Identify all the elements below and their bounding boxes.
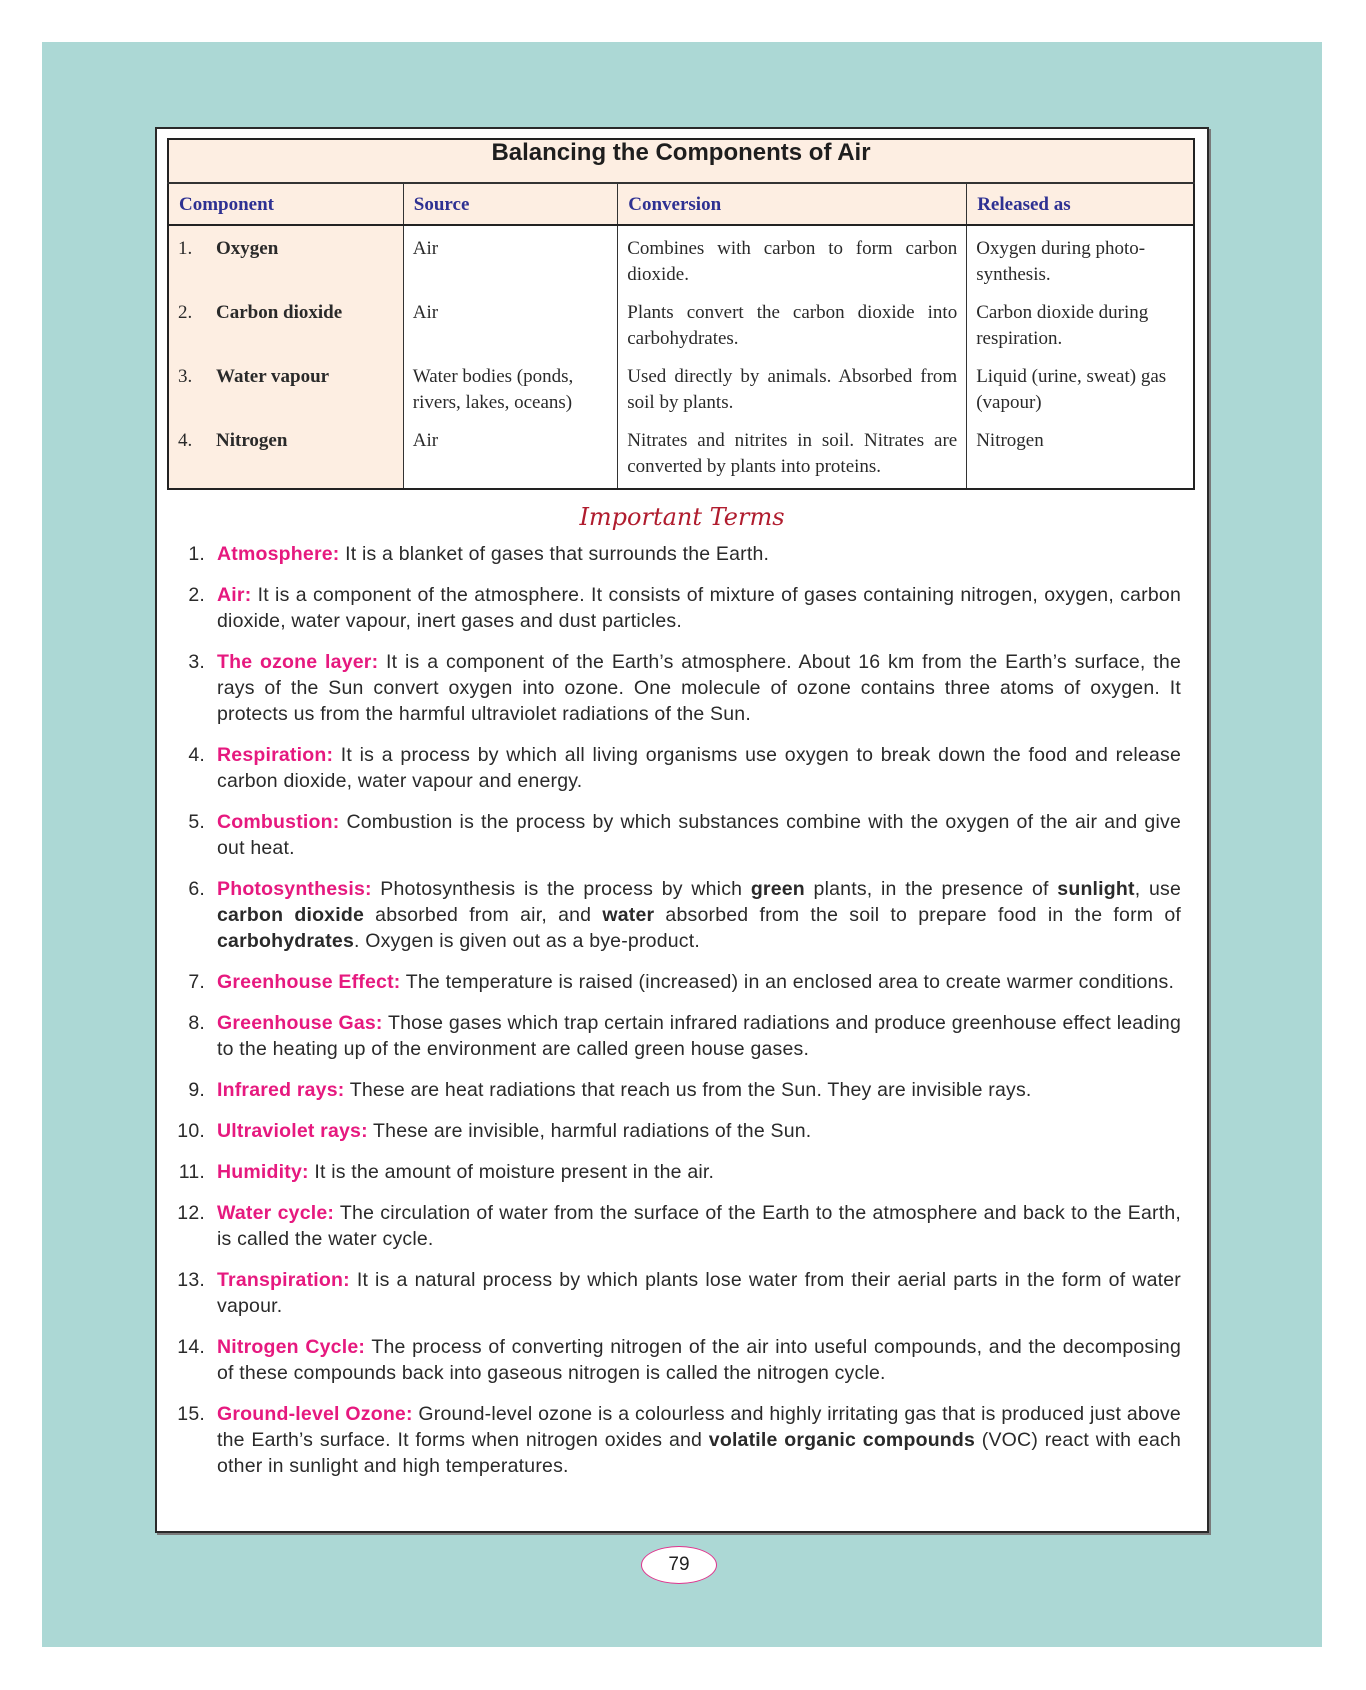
term-definition: It is a natural process by which plants lose water from their aerial parts in the form of water vapour. [217, 1269, 1181, 1317]
component-name: Water vapour [216, 366, 330, 387]
term-definition: Ground-level ozone is a colourless and highly irritating gas that is produced just above the Earth’s surface. It forms when nitrogen oxides and [217, 1403, 1181, 1451]
term-name: Transpiration: [217, 1269, 350, 1291]
table-row [168, 358, 1194, 422]
cell-source: Air [403, 225, 617, 294]
term-item [171, 742, 1181, 794]
cell-conversion: Combines with carbon to form carbon dioxide. [618, 225, 967, 294]
term-emphasis: carbohydrates [217, 930, 354, 952]
term-item [171, 649, 1181, 727]
cell-component [168, 422, 403, 489]
term-name: Humidity: [217, 1161, 309, 1183]
term-definition: , use [1134, 878, 1181, 900]
component-name: Carbon dioxide [216, 302, 343, 323]
table-title: Balancing the Components of Air [168, 139, 1194, 183]
term-item [171, 809, 1181, 861]
header-conversion: Conversion [618, 183, 967, 225]
term-number: 7. [188, 971, 205, 993]
term-definition: These are invisible, harmful radiations of the Sun. [367, 1120, 812, 1142]
cell-component [168, 294, 403, 358]
term-number: 12. [177, 1202, 205, 1224]
term-name: Combustion: [217, 811, 340, 833]
term-number: 13. [177, 1269, 205, 1291]
components-of-air-table [167, 138, 1195, 490]
term-item [171, 969, 1181, 995]
important-terms-heading: Important Terms [579, 503, 785, 531]
term-name: Atmosphere: [217, 543, 340, 565]
term-number: 6. [188, 878, 205, 900]
cell-source: Water bodies (ponds, rivers, lakes, oceans) [403, 358, 617, 422]
term-definition: plants, in the presence of [804, 878, 1058, 900]
term-emphasis: green [750, 878, 805, 900]
term-definition: Photosynthesis is the process by which [371, 878, 751, 900]
table-header-row [168, 183, 1194, 225]
term-item [171, 1077, 1181, 1103]
term-definition: absorbed from air, and [364, 904, 603, 926]
term-definition: It is a process by which all living organisms use oxygen to break down the food and release carbon dioxide, water vapour and energy. [217, 744, 1181, 792]
table-row [168, 294, 1194, 358]
term-definition: These are heat radiations that reach us from the Sun. They are invisible rays. [344, 1079, 1032, 1101]
term-definition: It is a component of the Earth’s atmosphere. About 16 km from the Earth’s surface, the rays of the Sun convert oxygen into ozone. One molecule of ozone contains three atoms of oxygen. It protects us from the harmful ultraviolet radiations of the Sun. [217, 651, 1181, 725]
term-number: 5. [188, 811, 205, 833]
term-definition: (VOC) react with each other in sunlight and high temperatures. [217, 1429, 1181, 1477]
term-item [171, 582, 1181, 634]
page-number: 79 [641, 1546, 717, 1584]
term-number: 8. [188, 1012, 205, 1034]
cell-component [168, 358, 403, 422]
term-item [171, 1334, 1181, 1386]
header-released-as: Released as [967, 183, 1194, 225]
component-name: Nitrogen [216, 430, 288, 451]
table-row [168, 225, 1194, 294]
content-box [155, 127, 1209, 1533]
term-emphasis: carbon dioxide [217, 904, 365, 926]
cell-source: Air [403, 422, 617, 489]
term-number: 4. [188, 744, 205, 766]
term-number: 9. [188, 1079, 205, 1101]
row-number: 2. [178, 302, 193, 323]
term-number: 14. [177, 1336, 205, 1358]
cell-released: Oxygen during photo-synthesis. [967, 225, 1194, 294]
important-terms-list [171, 541, 1181, 1494]
term-item [171, 876, 1181, 954]
term-name: Greenhouse Effect: [217, 971, 401, 993]
term-item [171, 541, 1181, 567]
term-definition: It is a blanket of gases that surrounds the Earth. [339, 543, 770, 565]
cell-released: Liquid (urine, sweat) gas (vapour) [967, 358, 1194, 422]
table-title-row [168, 139, 1194, 183]
row-number: 4. [178, 430, 193, 451]
term-item [171, 1159, 1181, 1185]
cell-component [168, 225, 403, 294]
term-number: 3. [188, 651, 205, 673]
term-name: Greenhouse Gas: [217, 1012, 383, 1034]
cell-conversion: Used directly by animals. Absorbed from soil by plants. [618, 358, 967, 422]
cell-conversion: Nitrates and nitrites in soil. Nitrates are converted by plants into proteins. [618, 422, 967, 489]
row-number: 1. [178, 238, 193, 259]
term-definition: The circulation of water from the surface of the Earth to the atmosphere and back to the Earth, is called the water cycle. [217, 1202, 1181, 1250]
term-number: 15. [177, 1403, 205, 1425]
term-definition: absorbed from the soil to prepare food in the form of [654, 904, 1181, 926]
term-name: The ozone layer: [217, 651, 379, 673]
term-emphasis: volatile organic compounds [708, 1429, 976, 1451]
term-item [171, 1401, 1181, 1479]
term-item [171, 1118, 1181, 1144]
term-name: Photosynthesis: [217, 878, 372, 900]
term-number: 1. [188, 543, 205, 565]
term-definition: The process of converting nitrogen of the air into useful compounds, and the decomposing of these compounds back into gaseous nitrogen is called the nitrogen cycle. [217, 1336, 1181, 1384]
term-name: Nitrogen Cycle: [217, 1336, 366, 1358]
cell-conversion: Plants convert the carbon dioxide into carbohydrates. [618, 294, 967, 358]
term-emphasis: sunlight [1057, 878, 1135, 900]
term-definition: . Oxygen is given out as a bye-product. [354, 930, 700, 952]
term-definition: The temperature is raised (increased) in an enclosed area to create warmer conditions. [400, 971, 1175, 993]
component-name: Oxygen [216, 238, 279, 259]
term-number: 10. [177, 1120, 205, 1142]
term-definition: Those gases which trap certain infrared radiations and produce greenhouse effect leading to the heating up of the environment are called green house gases. [217, 1012, 1181, 1060]
term-number: 2. [188, 584, 205, 606]
term-name: Ground-level Ozone: [217, 1403, 413, 1425]
cell-source: Air [403, 294, 617, 358]
term-item [171, 1200, 1181, 1252]
term-name: Ultraviolet rays: [217, 1120, 368, 1142]
term-definition: Combustion is the process by which substances combine with the oxygen of the air and give out heat. [217, 811, 1181, 859]
term-name: Water cycle: [217, 1202, 335, 1224]
term-number: 11. [178, 1161, 205, 1183]
header-component: Component [168, 183, 403, 225]
term-definition: It is the amount of moisture present in the air. [308, 1161, 715, 1183]
term-name: Infrared rays: [217, 1079, 345, 1101]
term-item [171, 1267, 1181, 1319]
term-definition: It is a component of the atmosphere. It consists of mixture of gases containing nitrogen, oxygen, carbon dioxide, water vapour, inert gases and dust particles. [217, 584, 1181, 632]
term-name: Air: [217, 584, 252, 606]
cell-released: Carbon dioxide during respiration. [967, 294, 1194, 358]
term-emphasis: water [602, 904, 655, 926]
term-item [171, 1010, 1181, 1062]
cell-released: Nitrogen [967, 422, 1194, 489]
row-number: 3. [178, 366, 193, 387]
term-name: Respiration: [217, 744, 334, 766]
table-row [168, 422, 1194, 489]
header-source: Source [403, 183, 617, 225]
